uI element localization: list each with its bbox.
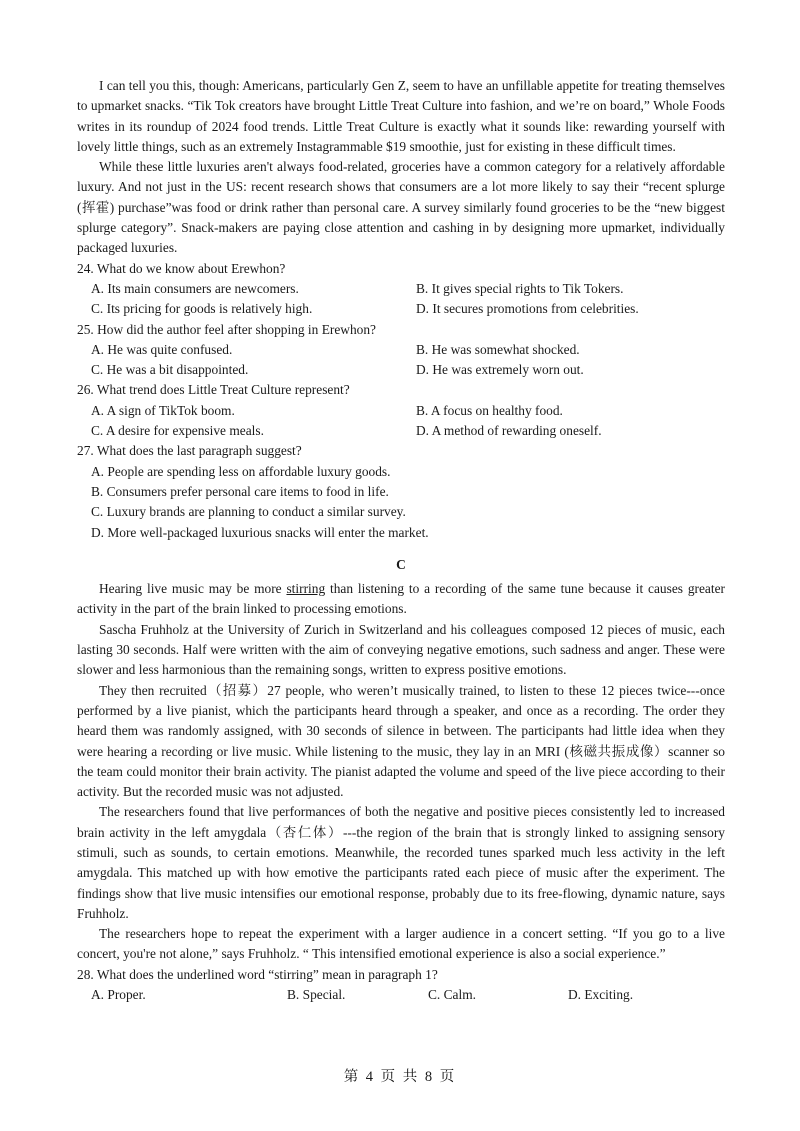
option-a: A. Its main consumers are newcomers. (91, 280, 299, 296)
option-b: B. Special. (287, 987, 346, 1003)
option-c: C. Calm. (428, 987, 476, 1003)
page-footer: 第 4 页 共 8 页 (343, 1069, 457, 1085)
underlined-word: stirring (286, 581, 326, 597)
question-stem: 24. What do we know about Erewhon? (77, 260, 286, 276)
passage-paragraph: Sascha Fruhholz at the University of Zurich in Switzerland and his colleagues composed 12 pieces of music, each lasting 30 seconds. Half were written with the aim of conveying negative emotions, such sadness and anger. These were slower and less harmonious than the remaining songs, written to express positive emotions. (77, 621, 725, 678)
option-c: C. He was a bit disappointed. (91, 362, 249, 378)
option-b: B. Consumers prefer personal care items to food in life. (91, 483, 389, 499)
passage-paragraph: While these little luxuries aren't always food-related, groceries have a common category for a relatively affordable luxury. And not just in the US: recent research shows that consumers are a lot more likely to say their “recent splurge (挥霍) purchase”was food or drink rather than personal care. A survey similarly found groceries to be the “new biggest splurge category”. Snack-makers are paying close attention and cashing in by designing more upmarket, individually packaged luxuries. (77, 159, 725, 256)
text-segment: than listening to a recording of the same tune because it causes greater activity in the part of the brain linked to processing emotions. (77, 581, 725, 617)
option-b: B. He was somewhat shocked. (416, 341, 580, 357)
question-25 (77, 320, 725, 381)
option-d: D. He was extremely worn out. (416, 362, 584, 378)
option-a: A. Proper. (91, 987, 146, 1003)
page-content (77, 76, 725, 1005)
option-b: B. A focus on healthy food. (416, 402, 563, 418)
option-d: D. It secures promotions from celebrities. (416, 301, 639, 317)
question-options (77, 279, 725, 320)
text-segment: Hearing live music may be more (99, 581, 287, 597)
question-options (77, 401, 725, 442)
option-a: A. People are spending less on affordable luxury goods. (91, 463, 391, 479)
question-stem: 25. How did the author feel after shopping in Erewhon? (77, 321, 376, 337)
question-27 (77, 441, 725, 542)
passage-paragraph: They then recruited（招募）27 people, who weren’t musically trained, to listen to these 12 pieces twice---once performed by a live pianist, which the participants heard through a speaker, and once as a recording. The order they heard them was randomly assigned, with 30 seconds of silence in between. The participants had little idea when they were hearing a recording or live music. While listening to the music, they lay in an MRI (核磁共振成像）scanner so the team could monitor their brain activity. The pianist adapted the volume and speed of the live piece according to their activity. But the recorded music was not adjusted. (77, 682, 725, 800)
option-c: C. Luxury brands are planning to conduct a similar survey. (91, 504, 406, 520)
question-28 (77, 965, 725, 1006)
passage-paragraph: The researchers hope to repeat the experiment with a larger audience in a concert setting. “If you go to a live concert, you're not alone,” says Fruhholz. “ This intensified emotional experience is also a social experience.” (77, 926, 725, 962)
question-24 (77, 259, 725, 320)
option-c: C. A desire for expensive meals. (91, 423, 264, 439)
option-a: A. He was quite confused. (91, 341, 233, 357)
option-b: B. It gives special rights to Tik Tokers. (416, 280, 624, 296)
question-stem: 28. What does the underlined word “stirring” mean in paragraph 1? (77, 966, 438, 982)
question-stem: 27. What does the last paragraph suggest? (77, 443, 302, 459)
question-options (77, 340, 725, 381)
question-options (77, 985, 725, 1005)
option-d: D. A method of rewarding oneself. (416, 423, 602, 439)
question-26 (77, 380, 725, 441)
passage-paragraph: I can tell you this, though: Americans, particularly Gen Z, seem to have an unfillable appetite for treating themselves to upmarket snacks. “Tik Tok creators have brought Little Treat Culture into fashion, and we’re on board,” Whole Foods writes in its roundup of 2024 food trends. Little Treat Culture is exactly what it sounds like: rewarding yourself with lovely little things, such as an extremely Instagrammable $19 smoothie, just for existing in these difficult times. (77, 78, 725, 154)
question-stem: 26. What trend does Little Treat Culture represent? (77, 382, 350, 398)
passage-paragraph: The researchers found that live performances of both the negative and positive pieces consistently led to increased brain activity in the left amygdala（杏仁体）---the region of the brain that is strongly linked to assigning sensory stimuli, such as sounds, to certain emotions. Meanwhile, the recorded tunes sparked much less activity in the left amygdala. This matched up with how emotive the participants rated each piece of music after the experiment. The findings show that live music intensifies our emotional response, probably due to its free-flowing, dynamic nature, says Fruhholz. (77, 804, 725, 921)
option-d: D. More well-packaged luxurious snacks will enter the market. (91, 524, 429, 540)
section-title: C (396, 556, 406, 572)
question-options (77, 462, 725, 543)
option-d: D. Exciting. (568, 987, 634, 1003)
passage-paragraph (77, 579, 725, 620)
option-a: A. A sign of TikTok boom. (91, 402, 235, 418)
option-c: C. Its pricing for goods is relatively high. (91, 301, 313, 317)
